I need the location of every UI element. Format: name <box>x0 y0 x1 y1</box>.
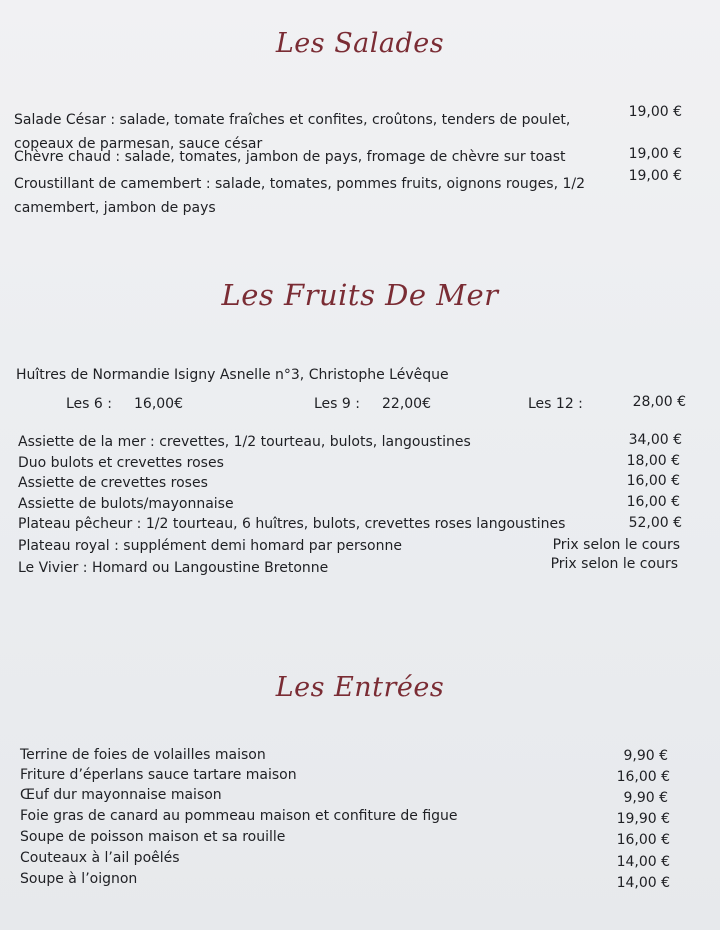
huitres-title: Huîtres de Normandie Isigny Asnelle n°3, Christophe Lévêque <box>16 367 449 383</box>
menu-item-plateau-pecheur: Plateau pêcheur : 1/2 tourteau, 6 huîtres, bulots, crevettes roses langoustines <box>18 516 566 532</box>
item-price: Prix selon le cours <box>550 556 678 572</box>
menu-item-duo-bulots: Duo bulots et crevettes roses <box>18 455 224 471</box>
menu-item-oeuf-mayonnaise: Œuf dur mayonnaise maison <box>20 787 222 803</box>
item-price: Prix selon le cours <box>552 537 680 553</box>
huitres-option-price: 22,00€ <box>382 396 431 412</box>
item-price: 19,00 € <box>628 104 682 120</box>
item-name-continued: copeaux de parmesan, sauce césar <box>14 136 263 152</box>
huitres-option-price: 16,00€ <box>134 396 183 412</box>
huitres-option-price: 28,00 € <box>632 394 686 410</box>
menu-item-croustillant-camembert <box>14 172 604 220</box>
menu-item-chevre-chaud: Chèvre chaud : salade, tomates, jambon de pays, fromage de chèvre sur toast <box>14 149 566 165</box>
menu-item-assiette-mer: Assiette de la mer : crevettes, 1/2 tourteau, bulots, langoustines <box>18 434 471 450</box>
menu-item-soupe-poisson: Soupe de poisson maison et sa rouille <box>20 829 286 845</box>
item-price: 19,00 € <box>628 168 682 184</box>
item-price: 9,90 € <box>623 790 668 806</box>
item-name-continued: camembert, jambon de pays <box>14 200 216 216</box>
item-price: 19,00 € <box>628 146 682 162</box>
menu-item-assiette-crevettes: Assiette de crevettes roses <box>18 475 208 491</box>
section-title-entrees: Les Entrées <box>275 672 445 703</box>
menu-item-soupe-oignon: Soupe à l’oignon <box>20 871 138 887</box>
item-name: Salade César : salade, tomate fraîches et confites, croûtons, tenders de poulet, <box>14 112 571 128</box>
menu-item-terrine: Terrine de foies de volailles maison <box>20 747 266 763</box>
section-title-salades: Les Salades <box>275 28 445 59</box>
item-price: 18,00 € <box>626 453 680 469</box>
menu-item-foie-gras: Foie gras de canard au pommeau maison et confiture de figue <box>20 808 458 824</box>
item-price: 16,00 € <box>616 769 670 785</box>
item-price: 16,00 € <box>616 832 670 848</box>
section-title-fruits-de-mer: Les Fruits De Mer <box>221 278 499 312</box>
menu-item-couteaux: Couteaux à l’ail poêlés <box>20 850 180 866</box>
item-price: 14,00 € <box>616 854 670 870</box>
item-price: 52,00 € <box>628 515 682 531</box>
item-name: Croustillant de camembert : salade, tomates, pommes fruits, oignons rouges, 1/2 <box>14 176 586 192</box>
item-price: 16,00 € <box>626 473 680 489</box>
item-price: 34,00 € <box>628 432 682 448</box>
item-price: 16,00 € <box>626 494 680 510</box>
huitres-option-label: Les 9 : <box>314 396 360 412</box>
menu-item-assiette-bulots: Assiette de bulots/mayonnaise <box>18 496 234 512</box>
item-price: 9,90 € <box>623 748 668 764</box>
menu-item-friture-eperlans: Friture d’éperlans sauce tartare maison <box>20 767 297 783</box>
huitres-option-label: Les 6 : <box>66 396 112 412</box>
menu-item-le-vivier: Le Vivier : Homard ou Langoustine Bretonne <box>18 560 329 576</box>
item-price: 14,00 € <box>616 875 670 891</box>
item-price: 19,90 € <box>616 811 670 827</box>
huitres-option-label: Les 12 : <box>528 396 583 412</box>
menu-item-plateau-royal: Plateau royal : supplément demi homard par personne <box>18 538 402 554</box>
